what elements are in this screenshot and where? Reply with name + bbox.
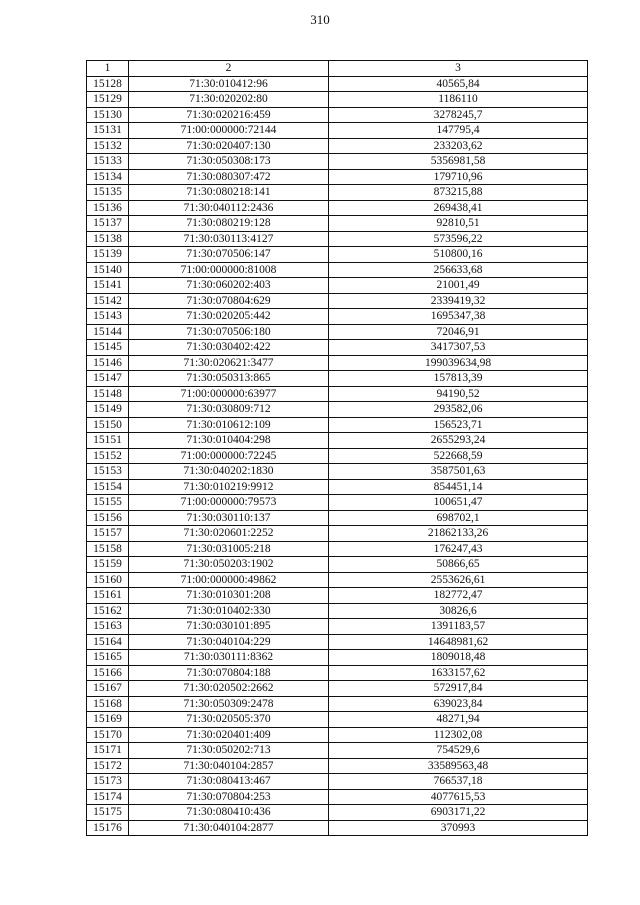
cadastral-number-cell: 71:30:030809:712 xyxy=(129,402,329,418)
cadastral-number-cell: 71:30:020401:409 xyxy=(129,727,329,743)
column-header-2: 2 xyxy=(129,61,329,77)
table-row xyxy=(87,634,588,650)
cadastral-number-cell: 71:30:080218:141 xyxy=(129,185,329,201)
cadastral-number-cell: 71:30:020205:442 xyxy=(129,309,329,325)
row-number-cell: 15174 xyxy=(87,789,129,805)
value-cell: 256633,68 xyxy=(329,262,588,278)
value-cell: 199039634,98 xyxy=(329,355,588,371)
table-row xyxy=(87,138,588,154)
value-cell: 72046,91 xyxy=(329,324,588,340)
row-number-cell: 15133 xyxy=(87,154,129,170)
value-cell: 94190,52 xyxy=(329,386,588,402)
table-row xyxy=(87,479,588,495)
value-cell: 21001,49 xyxy=(329,278,588,294)
table-row xyxy=(87,340,588,356)
cadastral-number-cell: 71:00:000000:81008 xyxy=(129,262,329,278)
value-cell: 157813,39 xyxy=(329,371,588,387)
cadastral-number-cell: 71:00:000000:72144 xyxy=(129,123,329,139)
table-row xyxy=(87,727,588,743)
row-number-cell: 15164 xyxy=(87,634,129,650)
value-cell: 6903171,22 xyxy=(329,805,588,821)
table-row xyxy=(87,107,588,123)
value-cell: 639023,84 xyxy=(329,696,588,712)
cadastral-number-cell: 71:00:000000:79573 xyxy=(129,495,329,511)
cadastral-number-cell: 71:30:030111:8362 xyxy=(129,650,329,666)
cadastral-number-cell: 71:30:070804:188 xyxy=(129,665,329,681)
cadastral-number-cell: 71:30:030101:895 xyxy=(129,619,329,635)
cadastral-number-cell: 71:30:080307:472 xyxy=(129,169,329,185)
value-cell: 3587501,63 xyxy=(329,464,588,480)
value-cell: 5356981,58 xyxy=(329,154,588,170)
row-number-cell: 15158 xyxy=(87,541,129,557)
row-number-cell: 15152 xyxy=(87,448,129,464)
cadastral-number-cell: 71:00:000000:49862 xyxy=(129,572,329,588)
table-row xyxy=(87,371,588,387)
row-number-cell: 15140 xyxy=(87,262,129,278)
cadastral-number-cell: 71:30:040202:1830 xyxy=(129,464,329,480)
cadastral-number-cell: 71:30:020216:459 xyxy=(129,107,329,123)
cadastral-number-cell: 71:30:060202:403 xyxy=(129,278,329,294)
row-number-cell: 15171 xyxy=(87,743,129,759)
table-row xyxy=(87,386,588,402)
table-row xyxy=(87,541,588,557)
table-row xyxy=(87,820,588,836)
row-number-cell: 15129 xyxy=(87,92,129,108)
table-row xyxy=(87,293,588,309)
table-row xyxy=(87,216,588,232)
page-number: 310 xyxy=(310,12,330,27)
table-row xyxy=(87,464,588,480)
table-row xyxy=(87,619,588,635)
value-cell: 572917,84 xyxy=(329,681,588,697)
row-number-cell: 15143 xyxy=(87,309,129,325)
value-cell: 370993 xyxy=(329,820,588,836)
column-header-1: 1 xyxy=(87,61,129,77)
cadastral-number-cell: 71:30:010219:9912 xyxy=(129,479,329,495)
table-row xyxy=(87,603,588,619)
cadastral-number-cell: 71:30:070804:253 xyxy=(129,789,329,805)
value-cell: 573596,22 xyxy=(329,231,588,247)
table-row xyxy=(87,712,588,728)
cadastral-number-cell: 71:30:070506:147 xyxy=(129,247,329,263)
table-row xyxy=(87,123,588,139)
row-number-cell: 15161 xyxy=(87,588,129,604)
cadastral-number-cell: 71:30:020407:130 xyxy=(129,138,329,154)
cadastral-number-cell: 71:30:010612:109 xyxy=(129,417,329,433)
cadastral-number-cell: 71:30:030110:137 xyxy=(129,510,329,526)
row-number-cell: 15163 xyxy=(87,619,129,635)
cadastral-number-cell: 71:30:080413:467 xyxy=(129,774,329,790)
row-number-cell: 15128 xyxy=(87,76,129,92)
row-number-cell: 15141 xyxy=(87,278,129,294)
table-row xyxy=(87,262,588,278)
cadastral-number-cell: 71:00:000000:63977 xyxy=(129,386,329,402)
table-row xyxy=(87,526,588,542)
table-row xyxy=(87,743,588,759)
row-number-cell: 15132 xyxy=(87,138,129,154)
cadastral-number-cell: 71:30:070506:180 xyxy=(129,324,329,340)
row-number-cell: 15167 xyxy=(87,681,129,697)
table-row xyxy=(87,789,588,805)
row-number-cell: 15135 xyxy=(87,185,129,201)
value-cell: 233203,62 xyxy=(329,138,588,154)
row-number-cell: 15150 xyxy=(87,417,129,433)
value-cell: 522668,59 xyxy=(329,448,588,464)
table-row xyxy=(87,278,588,294)
table-row xyxy=(87,92,588,108)
column-header-3: 3 xyxy=(329,61,588,77)
row-number-cell: 15154 xyxy=(87,479,129,495)
value-cell: 30826,6 xyxy=(329,603,588,619)
row-number-cell: 15168 xyxy=(87,696,129,712)
value-cell: 873215,88 xyxy=(329,185,588,201)
value-cell: 112302,08 xyxy=(329,727,588,743)
value-cell: 1391183,57 xyxy=(329,619,588,635)
table-row xyxy=(87,324,588,340)
row-number-cell: 15149 xyxy=(87,402,129,418)
value-cell: 3278245,7 xyxy=(329,107,588,123)
table-row xyxy=(87,433,588,449)
row-number-cell: 15176 xyxy=(87,820,129,836)
row-number-cell: 15139 xyxy=(87,247,129,263)
data-table xyxy=(86,60,588,836)
table-row xyxy=(87,696,588,712)
cadastral-number-cell: 71:30:030402:422 xyxy=(129,340,329,356)
row-number-cell: 15130 xyxy=(87,107,129,123)
table-row xyxy=(87,650,588,666)
value-cell: 2655293,24 xyxy=(329,433,588,449)
table-row xyxy=(87,309,588,325)
table-row xyxy=(87,169,588,185)
cadastral-number-cell: 71:30:050313:865 xyxy=(129,371,329,387)
value-cell: 100651,47 xyxy=(329,495,588,511)
table-row xyxy=(87,200,588,216)
row-number-cell: 15134 xyxy=(87,169,129,185)
value-cell: 1186110 xyxy=(329,92,588,108)
value-cell: 33589563,48 xyxy=(329,758,588,774)
value-cell: 1695347,38 xyxy=(329,309,588,325)
cadastral-number-cell: 71:30:010301:208 xyxy=(129,588,329,604)
cadastral-number-cell: 71:30:020505:370 xyxy=(129,712,329,728)
table-row xyxy=(87,665,588,681)
row-number-cell: 15145 xyxy=(87,340,129,356)
cadastral-number-cell: 71:30:050203:1902 xyxy=(129,557,329,573)
row-number-cell: 15151 xyxy=(87,433,129,449)
row-number-cell: 15138 xyxy=(87,231,129,247)
row-number-cell: 15153 xyxy=(87,464,129,480)
value-cell: 293582,06 xyxy=(329,402,588,418)
cadastral-number-cell: 71:30:031005:218 xyxy=(129,541,329,557)
table-row xyxy=(87,247,588,263)
value-cell: 176247,43 xyxy=(329,541,588,557)
cadastral-number-cell: 71:30:010402:330 xyxy=(129,603,329,619)
row-number-cell: 15131 xyxy=(87,123,129,139)
table-row xyxy=(87,495,588,511)
value-cell: 698702,1 xyxy=(329,510,588,526)
cadastral-number-cell: 71:30:040112:2436 xyxy=(129,200,329,216)
row-number-cell: 15148 xyxy=(87,386,129,402)
row-number-cell: 15165 xyxy=(87,650,129,666)
value-cell: 40565,84 xyxy=(329,76,588,92)
table-row xyxy=(87,805,588,821)
cadastral-number-cell: 71:30:020202:80 xyxy=(129,92,329,108)
cadastral-number-cell: 71:30:040104:2857 xyxy=(129,758,329,774)
table-row xyxy=(87,681,588,697)
table-row xyxy=(87,758,588,774)
table-row xyxy=(87,417,588,433)
value-cell: 182772,47 xyxy=(329,588,588,604)
row-number-cell: 15142 xyxy=(87,293,129,309)
value-cell: 1809018,48 xyxy=(329,650,588,666)
row-number-cell: 15155 xyxy=(87,495,129,511)
value-cell: 50866,65 xyxy=(329,557,588,573)
cadastral-number-cell: 71:30:050202:713 xyxy=(129,743,329,759)
table-row xyxy=(87,185,588,201)
table-row xyxy=(87,557,588,573)
cadastral-number-cell: 71:30:020502:2662 xyxy=(129,681,329,697)
table-row xyxy=(87,355,588,371)
table-row xyxy=(87,154,588,170)
cadastral-number-cell: 71:30:020621:3477 xyxy=(129,355,329,371)
row-number-cell: 15137 xyxy=(87,216,129,232)
value-cell: 48271,94 xyxy=(329,712,588,728)
cadastral-number-cell: 71:30:080219:128 xyxy=(129,216,329,232)
cadastral-number-cell: 71:30:010404:298 xyxy=(129,433,329,449)
table-row xyxy=(87,510,588,526)
cadastral-number-cell: 71:30:020601:2252 xyxy=(129,526,329,542)
row-number-cell: 15157 xyxy=(87,526,129,542)
table-row xyxy=(87,572,588,588)
value-cell: 766537,18 xyxy=(329,774,588,790)
cadastral-number-cell: 71:30:050308:173 xyxy=(129,154,329,170)
table-row xyxy=(87,231,588,247)
table-row xyxy=(87,774,588,790)
row-number-cell: 15172 xyxy=(87,758,129,774)
value-cell: 3417307,53 xyxy=(329,340,588,356)
row-number-cell: 15146 xyxy=(87,355,129,371)
table-header-row xyxy=(87,61,588,77)
row-number-cell: 15162 xyxy=(87,603,129,619)
row-number-cell: 15166 xyxy=(87,665,129,681)
value-cell: 754529,6 xyxy=(329,743,588,759)
value-cell: 2553626,61 xyxy=(329,572,588,588)
row-number-cell: 15156 xyxy=(87,510,129,526)
value-cell: 2339419,32 xyxy=(329,293,588,309)
value-cell: 269438,41 xyxy=(329,200,588,216)
row-number-cell: 15160 xyxy=(87,572,129,588)
cadastral-number-cell: 71:30:080410:436 xyxy=(129,805,329,821)
value-cell: 21862133,26 xyxy=(329,526,588,542)
table-row xyxy=(87,448,588,464)
value-cell: 147795,4 xyxy=(329,123,588,139)
value-cell: 156523,71 xyxy=(329,417,588,433)
table-row xyxy=(87,402,588,418)
row-number-cell: 15147 xyxy=(87,371,129,387)
value-cell: 179710,96 xyxy=(329,169,588,185)
cadastral-number-cell: 71:30:070804:629 xyxy=(129,293,329,309)
row-number-cell: 15159 xyxy=(87,557,129,573)
table-row xyxy=(87,588,588,604)
cadastral-number-cell: 71:30:040104:2877 xyxy=(129,820,329,836)
value-cell: 14648981,62 xyxy=(329,634,588,650)
row-number-cell: 15136 xyxy=(87,200,129,216)
value-cell: 1633157,62 xyxy=(329,665,588,681)
row-number-cell: 15175 xyxy=(87,805,129,821)
cadastral-number-cell: 71:00:000000:72245 xyxy=(129,448,329,464)
cadastral-number-cell: 71:30:010412:96 xyxy=(129,76,329,92)
row-number-cell: 15169 xyxy=(87,712,129,728)
row-number-cell: 15170 xyxy=(87,727,129,743)
cadastral-number-cell: 71:30:040104:229 xyxy=(129,634,329,650)
cadastral-number-cell: 71:30:030113:4127 xyxy=(129,231,329,247)
value-cell: 4077615,53 xyxy=(329,789,588,805)
value-cell: 92810,51 xyxy=(329,216,588,232)
table-body xyxy=(87,76,588,836)
value-cell: 510800,16 xyxy=(329,247,588,263)
cadastral-number-cell: 71:30:050309:2478 xyxy=(129,696,329,712)
row-number-cell: 15144 xyxy=(87,324,129,340)
row-number-cell: 15173 xyxy=(87,774,129,790)
value-cell: 854451,14 xyxy=(329,479,588,495)
table-row xyxy=(87,76,588,92)
